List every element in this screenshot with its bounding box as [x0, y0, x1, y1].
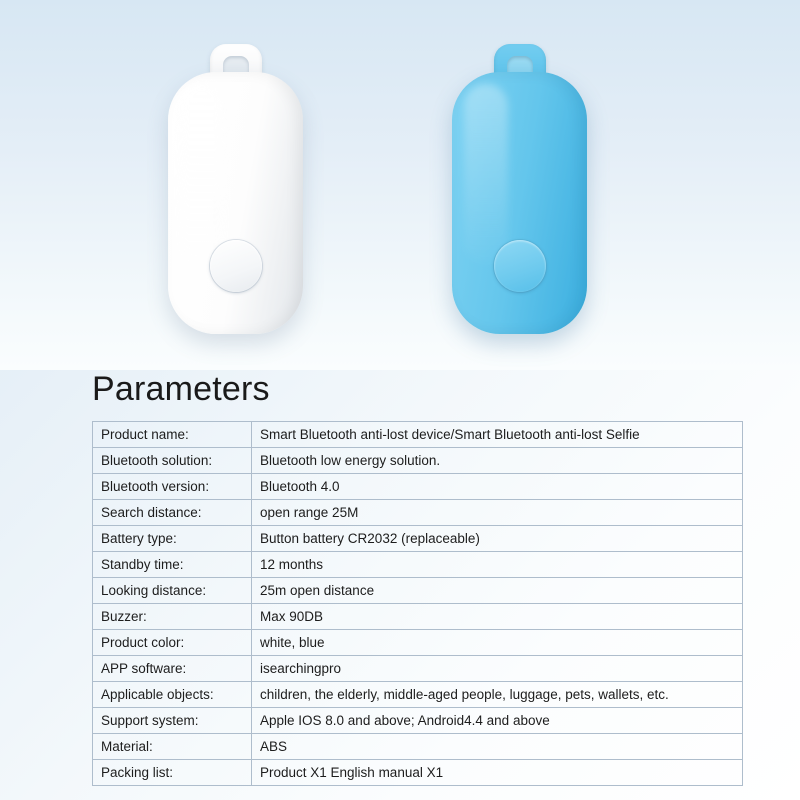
spec-label: Material:: [93, 734, 252, 760]
spec-label: Bluetooth solution:: [93, 448, 252, 474]
spec-label: Buzzer:: [93, 604, 252, 630]
highlight-reflection: [180, 84, 224, 264]
tracker-button-icon: [210, 240, 262, 292]
highlight-reflection: [464, 84, 508, 264]
spec-value: 12 months: [252, 552, 743, 578]
spec-label: APP software:: [93, 656, 252, 682]
table-row: [93, 552, 743, 578]
parameters-section: [0, 370, 800, 786]
table-row: [93, 656, 743, 682]
table-row: [93, 474, 743, 500]
spec-value: children, the elderly, middle-aged people, luggage, pets, wallets, etc.: [252, 682, 743, 708]
table-row: [93, 604, 743, 630]
white-tracker-image: [168, 44, 303, 334]
blue-tracker-image: [452, 44, 587, 334]
table-row: [93, 630, 743, 656]
table-row: [93, 760, 743, 786]
spec-value: white, blue: [252, 630, 743, 656]
table-row: [93, 422, 743, 448]
spec-value: isearchingpro: [252, 656, 743, 682]
spec-label: Packing list:: [93, 760, 252, 786]
specifications-table-body: [93, 422, 743, 786]
table-row: [93, 682, 743, 708]
spec-value: open range 25M: [252, 500, 743, 526]
spec-label: Applicable objects:: [93, 682, 252, 708]
product-hero-image: [0, 0, 800, 370]
table-row: [93, 448, 743, 474]
spec-label: Search distance:: [93, 500, 252, 526]
specifications-table: [92, 421, 743, 786]
spec-label: Product name:: [93, 422, 252, 448]
spec-label: Support system:: [93, 708, 252, 734]
table-row: [93, 708, 743, 734]
table-row: [93, 500, 743, 526]
spec-label: Standby time:: [93, 552, 252, 578]
spec-label: Bluetooth version:: [93, 474, 252, 500]
tracker-button-icon: [494, 240, 546, 292]
table-row: [93, 578, 743, 604]
tracker-body: [168, 72, 303, 334]
spec-label: Battery type:: [93, 526, 252, 552]
page-title: Parameters: [92, 370, 270, 408]
spec-value: Bluetooth low energy solution.: [252, 448, 743, 474]
spec-value: Bluetooth 4.0: [252, 474, 743, 500]
spec-label: Looking distance:: [93, 578, 252, 604]
spec-value: Smart Bluetooth anti-lost device/Smart Bluetooth anti-lost Selfie: [252, 422, 743, 448]
spec-label: Product color:: [93, 630, 252, 656]
spec-value: 25m open distance: [252, 578, 743, 604]
spec-value: Button battery CR2032 (replaceable): [252, 526, 743, 552]
tracker-body: [452, 72, 587, 334]
table-row: [93, 734, 743, 760]
table-row: [93, 526, 743, 552]
spec-value: Product X1 English manual X1: [252, 760, 743, 786]
spec-value: ABS: [252, 734, 743, 760]
spec-value: Max 90DB: [252, 604, 743, 630]
spec-value: Apple IOS 8.0 and above; Android4.4 and above: [252, 708, 743, 734]
